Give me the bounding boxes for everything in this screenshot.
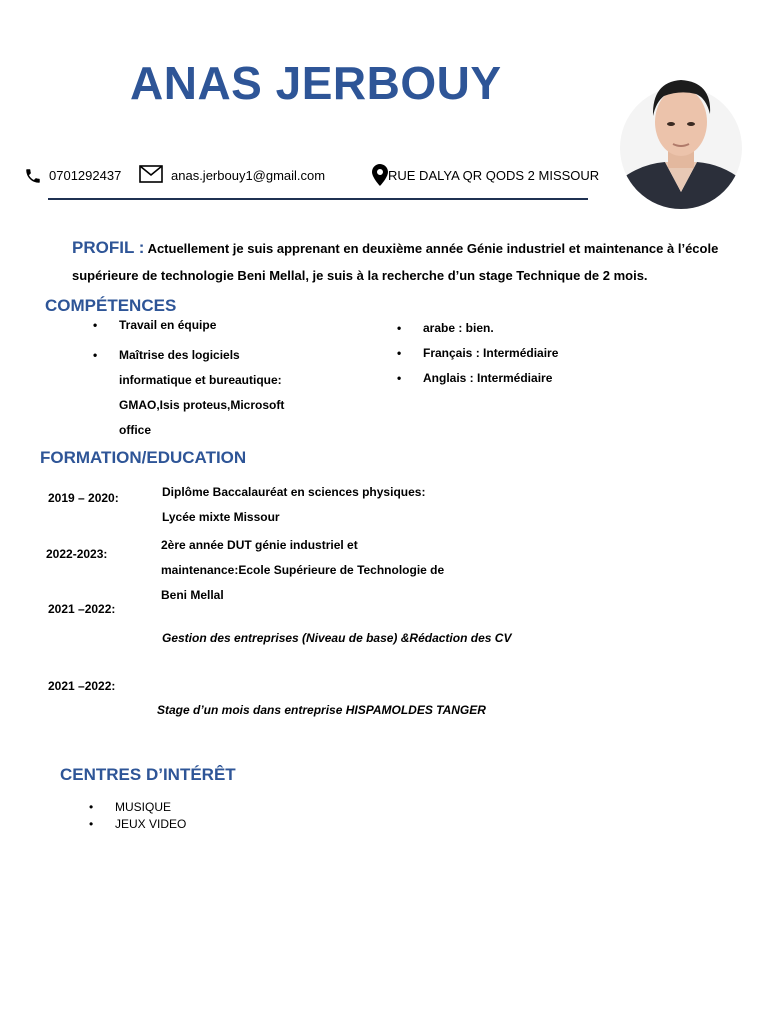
list-item-text: Français : Intermédiaire (423, 346, 559, 360)
formation-entry-1 (162, 480, 462, 530)
list-item-text: JEUX VIDEO (115, 817, 187, 831)
list-item (397, 366, 657, 391)
location-pin-icon (372, 164, 388, 191)
profil-title: PROFIL : (72, 238, 145, 257)
competences-title: COMPÉTENCES (45, 296, 177, 315)
profile-photo (620, 64, 742, 216)
list-item (89, 799, 186, 816)
formation-entry-line: Diplôme Baccalauréat en sciences physiques: (162, 485, 426, 499)
list-item-text: Maîtrise des logiciels informatique et bureautique: GMAO,Isis proteus,Microsoft office (119, 348, 285, 437)
profil-text: Actuellement je suis apprenant en deuxième année Génie industriel et maintenance à l’école supérieure de technologie Beni Mellal, je suis à la recherche d’un stage Technique de 2 mois. (72, 241, 719, 283)
formation-entry-3: Gestion des entreprises (Niveau de base) &Rédaction des CV (162, 631, 512, 645)
competences-list-right (397, 316, 657, 391)
list-item-text: arabe : bien. (423, 321, 494, 335)
profil-section (72, 234, 732, 289)
formation-date: 2021 –2022: (48, 679, 116, 693)
phone-icon (24, 167, 42, 190)
formation-title: FORMATION/EDUCATION (40, 448, 247, 467)
phone-number: 0701292437 (49, 168, 122, 183)
list-item-text: MUSIQUE (115, 800, 172, 814)
formation-entry-2: 2ère année DUT génie industriel et maintenance:Ecole Supérieure de Technologie de Beni Mellal (161, 538, 445, 602)
candidate-name: ANAS JERBOUY (130, 57, 502, 109)
list-item (93, 343, 293, 443)
formation-entry-4: Stage d’un mois dans entreprise HISPAMOLDES TANGER (157, 703, 486, 717)
formation-date: 2019 – 2020: (48, 491, 119, 505)
list-item (89, 816, 186, 833)
list-item (397, 316, 657, 341)
formation-entry-line: Lycée mixte Missour (162, 510, 280, 524)
address: RUE DALYA QR QODS 2 MISSOUR (388, 168, 600, 183)
email-icon (139, 165, 163, 188)
list-item (397, 341, 657, 366)
list-item-text: Anglais : Intermédiaire (423, 371, 553, 385)
list-item-text: Travail en équipe (119, 318, 217, 332)
interets-title: CENTRES D’INTÉRÊT (60, 765, 236, 784)
email-address: anas.jerbouy1@gmail.com (171, 168, 326, 183)
list-item (93, 313, 293, 338)
formation-date: 2021 –2022: (48, 602, 116, 616)
header-divider (48, 198, 588, 200)
interets-list (89, 799, 186, 833)
competences-list-left (93, 313, 293, 443)
formation-date: 2022-2023: (46, 547, 108, 561)
